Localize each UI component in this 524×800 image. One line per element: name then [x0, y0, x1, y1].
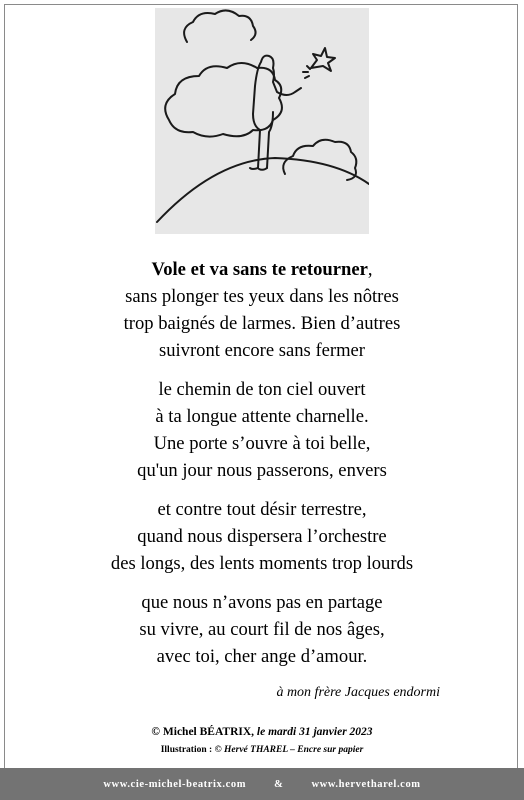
verse-line: sans plonger tes yeux dans les nôtres: [125, 286, 399, 307]
footer-link-michel-beatrix[interactable]: www.cie-michel-beatrix.com: [103, 778, 247, 790]
stanza-2: [0, 376, 524, 484]
illustrator-name: © Hervé THAREL – Encre sur papier: [214, 745, 364, 755]
verse-line: quand nous dispersera l’orchestre: [137, 526, 387, 547]
figure-on-hill-drawing: [155, 8, 369, 234]
poem-title-line: [0, 256, 524, 283]
footer-separator: &: [274, 778, 284, 790]
verse-line: su vivre, au court fil de nos âges,: [139, 619, 385, 640]
stanza-4: [0, 589, 524, 670]
poem: [0, 256, 524, 682]
footer-bar: [0, 768, 524, 800]
verse-line: suivront encore sans fermer: [158, 340, 365, 361]
author-credit: [0, 726, 524, 738]
verse-line: et contre tout désir terrestre,: [157, 499, 367, 520]
footer-link-herve-tharel[interactable]: www.hervetharel.com: [311, 778, 421, 790]
verse-line: trop baignés de larmes. Bien d’autres: [123, 313, 401, 334]
verse-line: que nous n’avons pas en partage: [141, 592, 383, 613]
verse-line: à ta longue attente charnelle.: [155, 406, 369, 427]
verse-line: le chemin de ton ciel ouvert: [158, 379, 366, 400]
poem-title-punctuation: ,: [367, 259, 373, 280]
publication-date: le mardi 31 janvier 2023: [256, 726, 373, 738]
verse-line: avec toi, cher ange d’amour.: [156, 646, 368, 667]
ink-illustration: [155, 8, 369, 234]
verse-line: qu'un jour nous passerons, envers: [137, 460, 387, 481]
verse-line: Une porte s’ouvre à toi belle,: [153, 433, 371, 454]
stanza-1: [0, 256, 524, 364]
author-name: © Michel BÉATRIX,: [151, 726, 255, 738]
illustration-label: Illustration :: [160, 745, 215, 755]
verse-line: des longs, des lents moments trop lourds: [110, 553, 414, 574]
dedication: à mon frère Jacques endormi: [276, 685, 440, 700]
poem-title: Vole et va sans te retourner: [151, 259, 368, 280]
illustration-credit: [0, 745, 524, 755]
stanza-3: [0, 496, 524, 577]
